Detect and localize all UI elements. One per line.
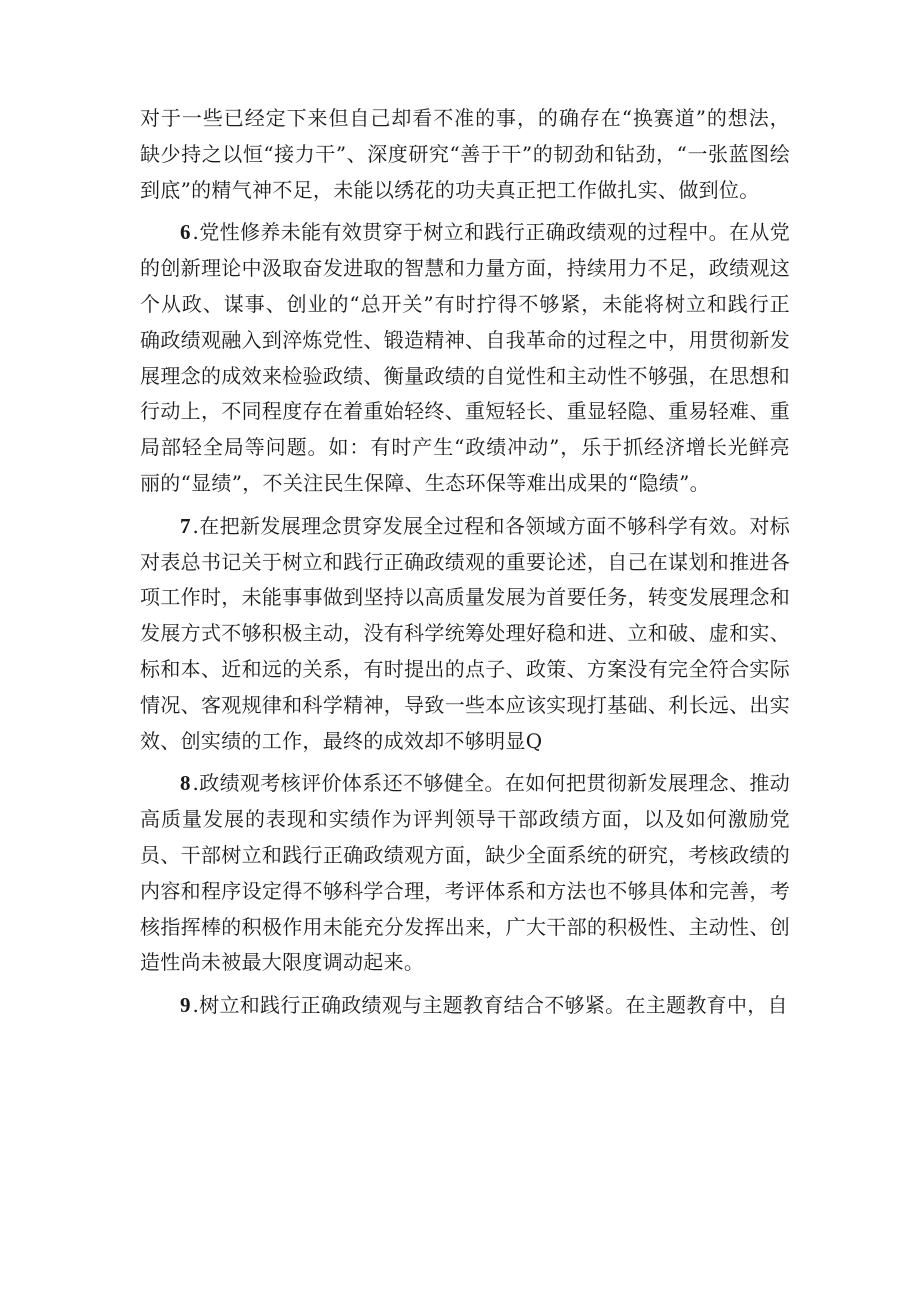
paragraph-text: .政绩观考核评价体系还不够健全。在如何把贯彻新发展理念、推动高质量发展的表现和实绩作为评判领导干部政绩方面，以及如何激励党员、干部树立和践行正确政绩观方面，缺少全面系统的研究，考核政绩的内容和程序设定得不够科学合理，考评体系和方法也不够具体和完善，考核指挥棒的积极作用未能充分发挥出来，广大干部的积极性、主动性、创造性尚未被最大限度调动起来。 (140, 771, 790, 975)
paragraph-number: 9 (180, 993, 193, 1018)
paragraph-number: 6 (180, 220, 193, 245)
paragraph-number: 7 (180, 513, 193, 538)
paragraph-text: .党性修养未能有效贯穿于树立和践行正确政绩观的过程中。在从党的创新理论中汲取奋发进取的智慧和力量方面，持续用力不足，政绩观这个从政、谋事、创业的“总开关”有时拧得不够紧，未能将树立和践行正确政绩观融入到淬炼党性、锻造精神、自我革命的过程之中，用贯彻新发展理念的成效来检验政绩、衡量政绩的自觉性和主动性不够强，在思想和行动上，不同程度存在着重始轻终、重短轻长、重显轻隐、重易轻难、重局部轻全局等问题。如：有时产生“政绩冲动”，乐于抓经济增长光鲜亮丽的“显绩”，不关注民生保障、生态环保等难出成果的“隐绩”。 (140, 220, 790, 495)
paragraph-text: 对于一些已经定下来但自己却看不准的事，的确存在“换赛道”的想法，缺少持之以恒“接力干”、深度研究“善于干”的韧劲和钻劲，“一张蓝图绘到底”的精气神不足，未能以绣花的功夫真正把工作做扎实、做到位。 (140, 106, 790, 202)
paragraph-item-8 (140, 766, 790, 981)
paragraph-item-6 (140, 215, 790, 501)
paragraph-text: .树立和践行正确政绩观与主题教育结合不够紧。在主题教育中，自 (192, 993, 788, 1018)
document-body (140, 101, 790, 1024)
paragraph-continuation (140, 101, 790, 208)
paragraph-number: 8 (180, 771, 193, 796)
paragraph-text: .在把新发展理念贯穿发展全过程和各领域方面不够科学有效。对标对表总书记关于树立和践行正确政绩观的重要论述，自己在谋划和推进各项工作时，未能事事做到坚持以高质量发展为首要任务，转变发展理念和发展方式不够积极主动，没有科学统筹处理好稳和进、立和破、虚和实、标和本、近和远的关系，有时提出的点子、政策、方案没有完全符合实际情况、客观规律和科学精神，导致一些本应该实现打基础、利长远、出实效、创实绩的工作，最终的成效却不够明显Q (140, 513, 790, 753)
paragraph-item-7 (140, 509, 790, 760)
paragraph-item-9 (140, 988, 790, 1024)
